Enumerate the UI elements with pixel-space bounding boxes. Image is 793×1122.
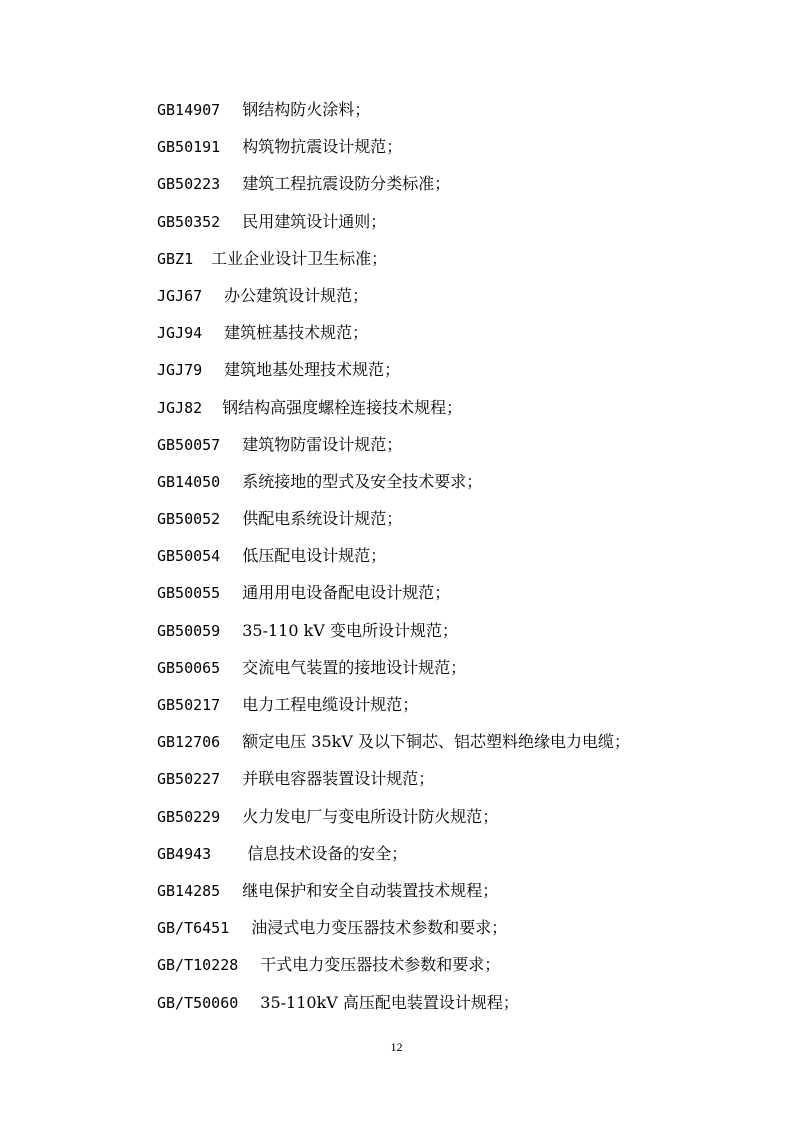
standard-title: 系统接地的型式及安全技术要求； xyxy=(242,471,483,491)
standard-item xyxy=(157,798,630,835)
standard-item xyxy=(157,165,630,202)
standard-item xyxy=(157,426,630,463)
standard-item xyxy=(157,314,630,351)
standard-code: GB50057 xyxy=(157,435,221,454)
standard-item xyxy=(157,203,630,240)
standard-title: 建筑桩基技术规范； xyxy=(224,323,369,343)
standard-title: 干式电力变压器技术参数和要求； xyxy=(260,955,501,975)
standard-code: GB50223 xyxy=(157,175,221,194)
standard-item xyxy=(157,984,630,1021)
standard-code: GB50191 xyxy=(157,138,221,157)
standard-item xyxy=(157,574,630,611)
standard-item xyxy=(157,946,630,983)
standard-code: GBZ1 xyxy=(157,249,194,268)
standard-code: JGJ79 xyxy=(157,361,203,380)
standard-title: 建筑工程抗震设防分类标准； xyxy=(242,174,451,194)
standard-code: GB/T50060 xyxy=(157,993,239,1012)
standard-item xyxy=(157,537,630,574)
standard-code: GB50059 xyxy=(157,621,221,640)
standard-item xyxy=(157,835,630,872)
standard-title: 民用建筑设计通则； xyxy=(242,211,387,231)
standard-code: GB50229 xyxy=(157,807,221,826)
standard-title: 钢结构防火涂料； xyxy=(242,100,371,119)
standard-item xyxy=(157,351,630,388)
standard-code: GB50065 xyxy=(157,658,221,677)
standard-code: GB/T6451 xyxy=(157,919,230,938)
standard-title: 建筑物防雷设计规范； xyxy=(242,434,403,454)
standard-item xyxy=(157,277,630,314)
standard-code: JGJ94 xyxy=(157,324,203,343)
standards-list xyxy=(157,91,630,1021)
standard-title: 工业企业设计卫生标准； xyxy=(211,248,388,268)
standard-item xyxy=(157,686,630,723)
standard-title: 火力发电厂与变电所设计防火规范； xyxy=(242,806,499,826)
standard-title: 油浸式电力变压器技术参数和要求； xyxy=(251,918,508,938)
standard-code: JGJ67 xyxy=(157,286,203,305)
standard-code: GB50052 xyxy=(157,510,221,529)
standard-title: 并联电容器装置设计规范； xyxy=(242,769,435,789)
standard-item xyxy=(157,463,630,500)
page-number: 12 xyxy=(390,1040,403,1054)
standard-title: 继电保护和安全自动装置技术规程； xyxy=(242,880,499,900)
standard-item xyxy=(157,872,630,909)
standard-title: 信息技术设备的安全； xyxy=(247,843,408,863)
standard-item xyxy=(157,240,630,277)
standard-code: GB14285 xyxy=(157,881,221,900)
standard-title: 建筑地基处理技术规范； xyxy=(224,360,401,380)
standard-title: 办公建筑设计规范； xyxy=(224,285,369,305)
standard-item xyxy=(157,649,630,686)
standard-title: 额定电压 35kV 及以下铜芯、铝芯塑料绝缘电力电缆； xyxy=(242,732,631,752)
standard-item xyxy=(157,909,630,946)
standard-item xyxy=(157,91,630,128)
standard-code: JGJ82 xyxy=(157,398,203,417)
standard-code: GB12706 xyxy=(157,733,221,752)
standard-code: GB/T10228 xyxy=(157,956,239,975)
standard-title: 交流电气装置的接地设计规范； xyxy=(242,657,467,677)
standard-code: GB14050 xyxy=(157,472,221,491)
standard-code: GB50217 xyxy=(157,696,221,714)
standard-code: GB50054 xyxy=(157,547,221,566)
standard-title: 构筑物抗震设计规范； xyxy=(242,137,403,157)
standard-title: 供配电系统设计规范； xyxy=(242,509,403,529)
standard-title: 通用用电设备配电设计规范； xyxy=(242,583,451,603)
standard-code: GB50352 xyxy=(157,212,221,231)
standard-title: 35-110 kV 变电所设计规范； xyxy=(242,620,458,640)
standard-title: 35-110kV 高压配电装置设计规程； xyxy=(260,992,519,1012)
standard-title: 低压配电设计规范； xyxy=(242,546,387,566)
standard-title: 钢结构高强度螺栓连接技术规程； xyxy=(222,397,463,417)
standard-title: 电力工程电缆设计规范； xyxy=(242,695,419,714)
standard-item xyxy=(157,389,630,426)
standard-item xyxy=(157,128,630,165)
standard-code: GB4943 xyxy=(157,844,212,863)
standard-code: GB50227 xyxy=(157,770,221,789)
standard-item xyxy=(157,723,630,760)
standard-item xyxy=(157,500,630,537)
standard-code: GB50055 xyxy=(157,584,221,603)
standard-code: GB14907 xyxy=(157,101,221,119)
standard-item xyxy=(157,612,630,649)
standard-item xyxy=(157,760,630,797)
